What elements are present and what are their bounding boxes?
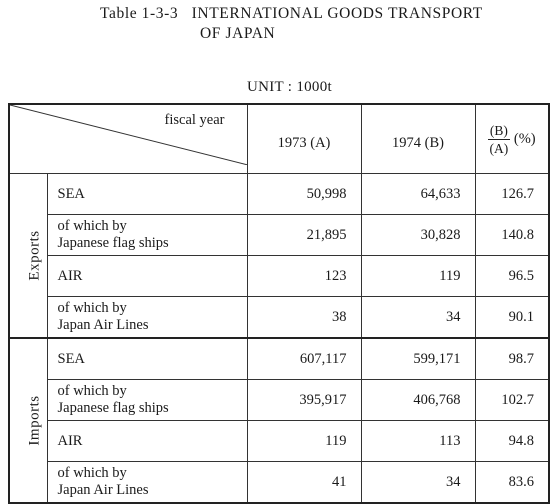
table-row xyxy=(9,174,549,215)
row-label-line2: Japanese flag ships xyxy=(57,400,169,416)
row-label-line2: Japanese flag ships xyxy=(57,235,169,251)
transport-table xyxy=(8,103,550,504)
header-ratio xyxy=(475,104,549,174)
cell-1973: 607,117 xyxy=(247,338,361,380)
title-line-1: Table 1-3-3 INTERNATIONAL GOODS TRANSPORT xyxy=(100,5,483,22)
table-row xyxy=(9,215,549,256)
cell-ratio: 94.8 xyxy=(475,421,549,462)
cell-ratio: 90.1 xyxy=(475,297,549,339)
cell-1973: 123 xyxy=(247,256,361,297)
ratio-fraction xyxy=(488,123,510,156)
cell-1973: 38 xyxy=(247,297,361,339)
fiscal-year-label: fiscal year xyxy=(164,112,225,128)
cell-1974: 34 xyxy=(361,462,475,504)
row-label-line1: AIR xyxy=(57,432,83,449)
cell-ratio: 102.7 xyxy=(475,380,549,421)
cell-ratio: 140.8 xyxy=(475,215,549,256)
cell-1974: 30,828 xyxy=(361,215,475,256)
row-label-line1: of which by xyxy=(57,300,127,316)
cell-1974: 64,633 xyxy=(361,174,475,215)
cell-1974: 34 xyxy=(361,297,475,339)
table-row xyxy=(9,380,549,421)
row-label xyxy=(47,421,247,462)
group-imports-label: Imports xyxy=(26,395,43,446)
cell-ratio: 126.7 xyxy=(475,174,549,215)
cell-1974: 406,768 xyxy=(361,380,475,421)
cell-1973: 50,998 xyxy=(247,174,361,215)
cell-1973: 41 xyxy=(247,462,361,504)
row-label xyxy=(47,215,247,256)
row-label-line2: Japan Air Lines xyxy=(57,482,149,498)
row-label xyxy=(47,174,247,215)
table-row xyxy=(9,421,549,462)
cell-1974: 119 xyxy=(361,256,475,297)
table-row xyxy=(9,297,549,339)
group-exports-label: Exports xyxy=(26,230,43,281)
row-label-line1: of which by xyxy=(57,218,127,234)
row-label-line1: SEA xyxy=(57,185,85,202)
row-label xyxy=(47,338,247,380)
group-exports xyxy=(9,174,47,339)
row-label-line1: AIR xyxy=(57,267,83,284)
table-row xyxy=(9,338,549,380)
row-label xyxy=(47,380,247,421)
header-corner-cell xyxy=(9,104,247,174)
ratio-suffix: (%) xyxy=(513,130,536,147)
ratio-numerator: (B) xyxy=(489,122,508,138)
cell-1974: 113 xyxy=(361,421,475,462)
row-label-line1: of which by xyxy=(57,465,127,481)
row-label-line2: Japan Air Lines xyxy=(57,317,149,333)
cell-ratio: 98.7 xyxy=(475,338,549,380)
row-label-line1: of which by xyxy=(57,383,127,399)
cell-1973: 395,917 xyxy=(247,380,361,421)
cell-1973: 21,895 xyxy=(247,215,361,256)
unit-label: UNIT : 1000t xyxy=(247,79,332,95)
row-label-line1: SEA xyxy=(57,350,85,367)
group-imports xyxy=(9,338,47,503)
table-title xyxy=(100,4,483,44)
table-row xyxy=(9,256,549,297)
cell-ratio: 83.6 xyxy=(475,462,549,504)
row-label xyxy=(47,256,247,297)
header-row xyxy=(9,104,549,174)
header-1973: 1973 (A) xyxy=(247,104,361,174)
cell-1973: 119 xyxy=(247,421,361,462)
header-1974: 1974 (B) xyxy=(361,104,475,174)
row-label xyxy=(47,297,247,339)
cell-1974: 599,171 xyxy=(361,338,475,380)
ratio-denominator: (A) xyxy=(489,140,509,156)
cell-ratio: 96.5 xyxy=(475,256,549,297)
title-line-2: OF JAPAN xyxy=(200,25,276,42)
